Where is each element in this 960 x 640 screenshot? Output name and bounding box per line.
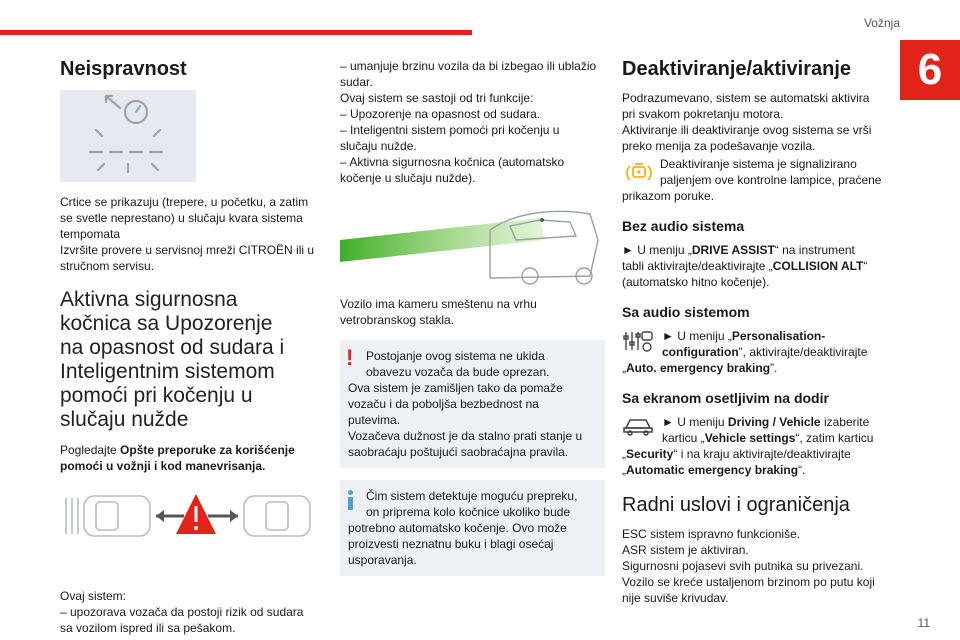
heading-with-audio: Sa audio sistemom — [622, 304, 750, 320]
column-middle — [340, 58, 605, 586]
top-accent-bar — [0, 30, 472, 35]
heading-no-audio: Bez audio sistema — [622, 218, 745, 234]
see-general-recommendations: Pogledajte Opšte preporuke za korišćenje pomoći u vožnji i kod manevrisanja. — [60, 443, 295, 473]
no-audio-instructions: ► U meniju „DRIVE ASSIST“ na instrument tabli aktivirajte/deaktivirajte „COLLISION ALT“ (automatsko hitno kočenje). — [622, 243, 868, 289]
column-left — [60, 56, 320, 636]
touchscreen-instructions: ► U meniju Driving / Vehicle izaberite karticu „Vehicle settings“, zatim karticu — [622, 414, 890, 446]
fault-text: Crtice se prikazuju (trepere, u početku, a zatim se svetle neprestano) u slučaju kvara sistema tempomata Izvršite provere u servisnoj mreži CITROËN ili u stručnom servisu. — [60, 195, 315, 273]
camera-text: Vozilo ima kameru smeštenu na vrhu vetrobranskog stakla. — [340, 297, 537, 327]
collision-warning-lamp-icon — [624, 158, 654, 184]
default-activation-text: Podrazumevano, sistem se automatski aktivira pri svakom pokretanju motora. Aktiviranje ili deaktiviranje ovog sistema se vrši preko menija za podešavanje vozila. — [622, 91, 872, 153]
car-camera-beam-icon — [340, 200, 602, 290]
cars-collision-icon — [60, 486, 322, 546]
heading-active-safety-brake: Aktivna sigurnosna kočnica sa Upozorenje na opasnost od sudara i Inteligentnim sistemom pomoći pri kočenju u slučaju nužde — [60, 288, 285, 431]
system-functions: – umanjuje brzinu vozila da bi izbegao ili ublažio sudar. Ovaj sistem se sastoji od tri funkcije: – Upozorenje na opasnost od sudara. – Inteligentni sistem pomoći pri kočenju u slučaju nužde. – Aktivna sigurnosna kočnica (automatsko kočenje u slučaju nužde). — [340, 59, 597, 185]
audio-menu-icon — [622, 328, 654, 354]
system-description: Ovaj sistem: – upozorava vozača da postoji rizik od sudara sa vozilom ispred ili sa pešakom. — [60, 589, 304, 635]
collision-warning-figure — [60, 486, 322, 578]
column-right: Deaktiviranje/aktiviranje Podrazumevano, sistem se automatski aktivira pri svakom pokretanju motora. Aktiviranje ili deaktiviranje ovog sistema se vrši preko menija za podešavanje vozila. Deaktiviranje sistema je signalizirano paljenjem ove kontrolne lampice, praćene prikazom poruke. Bez audio sistema ► U meniju „DRIVE ASSIST“ na instrument tabli aktivirajte/deaktivirajte „COLLISION ALT“ (automatsko hitno kočenje). Sa audio sistemom ► U meniju „Personalisation- configuration”, aktivirajte/deaktivirajte „Auto. emergency braking”. Sa ekranom osetljivim na dodir ► U meniju Driving / Vehicle izaberite karticu „Vehicle settings“, zatim karticu „Security“ i na kraju aktivirajte/deaktivirajte „Automatic emergency braking“. Radni uslovi i ograničenja ESC sistem ispravno funkcioniše. ASR sistem je aktiviran. Sigurnosni pojasevi svih putnika su privezani. Vozilo se kreće ustaljenom brzinom po putu koji nije suviše krivudav. — [622, 56, 890, 606]
speedometer-dashes-icon — [60, 90, 196, 182]
heading-malfunction: Neispravnost — [60, 58, 187, 80]
info-note: Čim sistem detektuje moguću prepreku, on priprema kolo kočnice ukoliko bude potrebno automatsko kočenje. Ovo može proizvesti neznatnu buku i blagi osećaj usporavanja. — [340, 480, 605, 576]
audio-instructions: ► U meniju „Personalisation- configuration”, aktivirajte/deaktivirajte — [622, 328, 890, 360]
camera-car-figure — [340, 200, 602, 290]
heading-operating-conditions: Radni uslovi i ograničenja — [622, 494, 850, 516]
chapter-tab: 6 — [900, 40, 960, 100]
info-icon — [348, 490, 353, 510]
section-title: Vožnja — [863, 16, 900, 30]
operating-conditions: ESC sistem ispravno funkcioniše. ASR sistem je aktiviran. Sigurnosni pojasevi svih putnika su privezani. Vozilo se kreće ustaljenom brzinom po putu koji nije suviše krivudav. — [622, 527, 875, 605]
warning-lamp-text: Deaktiviranje sistema je signalizirano paljenjem ove kontrolne lampice, praćene — [622, 156, 890, 188]
page-number: 11 — [917, 616, 930, 630]
warning-note: ! Postojanje ovog sistema ne ukida obavezu vozača da bude oprezan. Ova sistem je zamišljen tako da pomaže vozaču i da poboljša bezbednost na putevima. Vozačeva dužnost je da stalno prati stanje u saobraćaju poštujući saobraćajna pravila. — [340, 340, 605, 468]
car-menu-icon — [622, 414, 654, 436]
cruise-fault-figure — [60, 90, 196, 182]
heading-touchscreen: Sa ekranom osetljivim na dodir — [622, 390, 829, 406]
warning-exclamation-icon: ! — [346, 345, 354, 370]
heading-deactivation: Deaktiviranje/aktiviranje — [622, 58, 852, 80]
